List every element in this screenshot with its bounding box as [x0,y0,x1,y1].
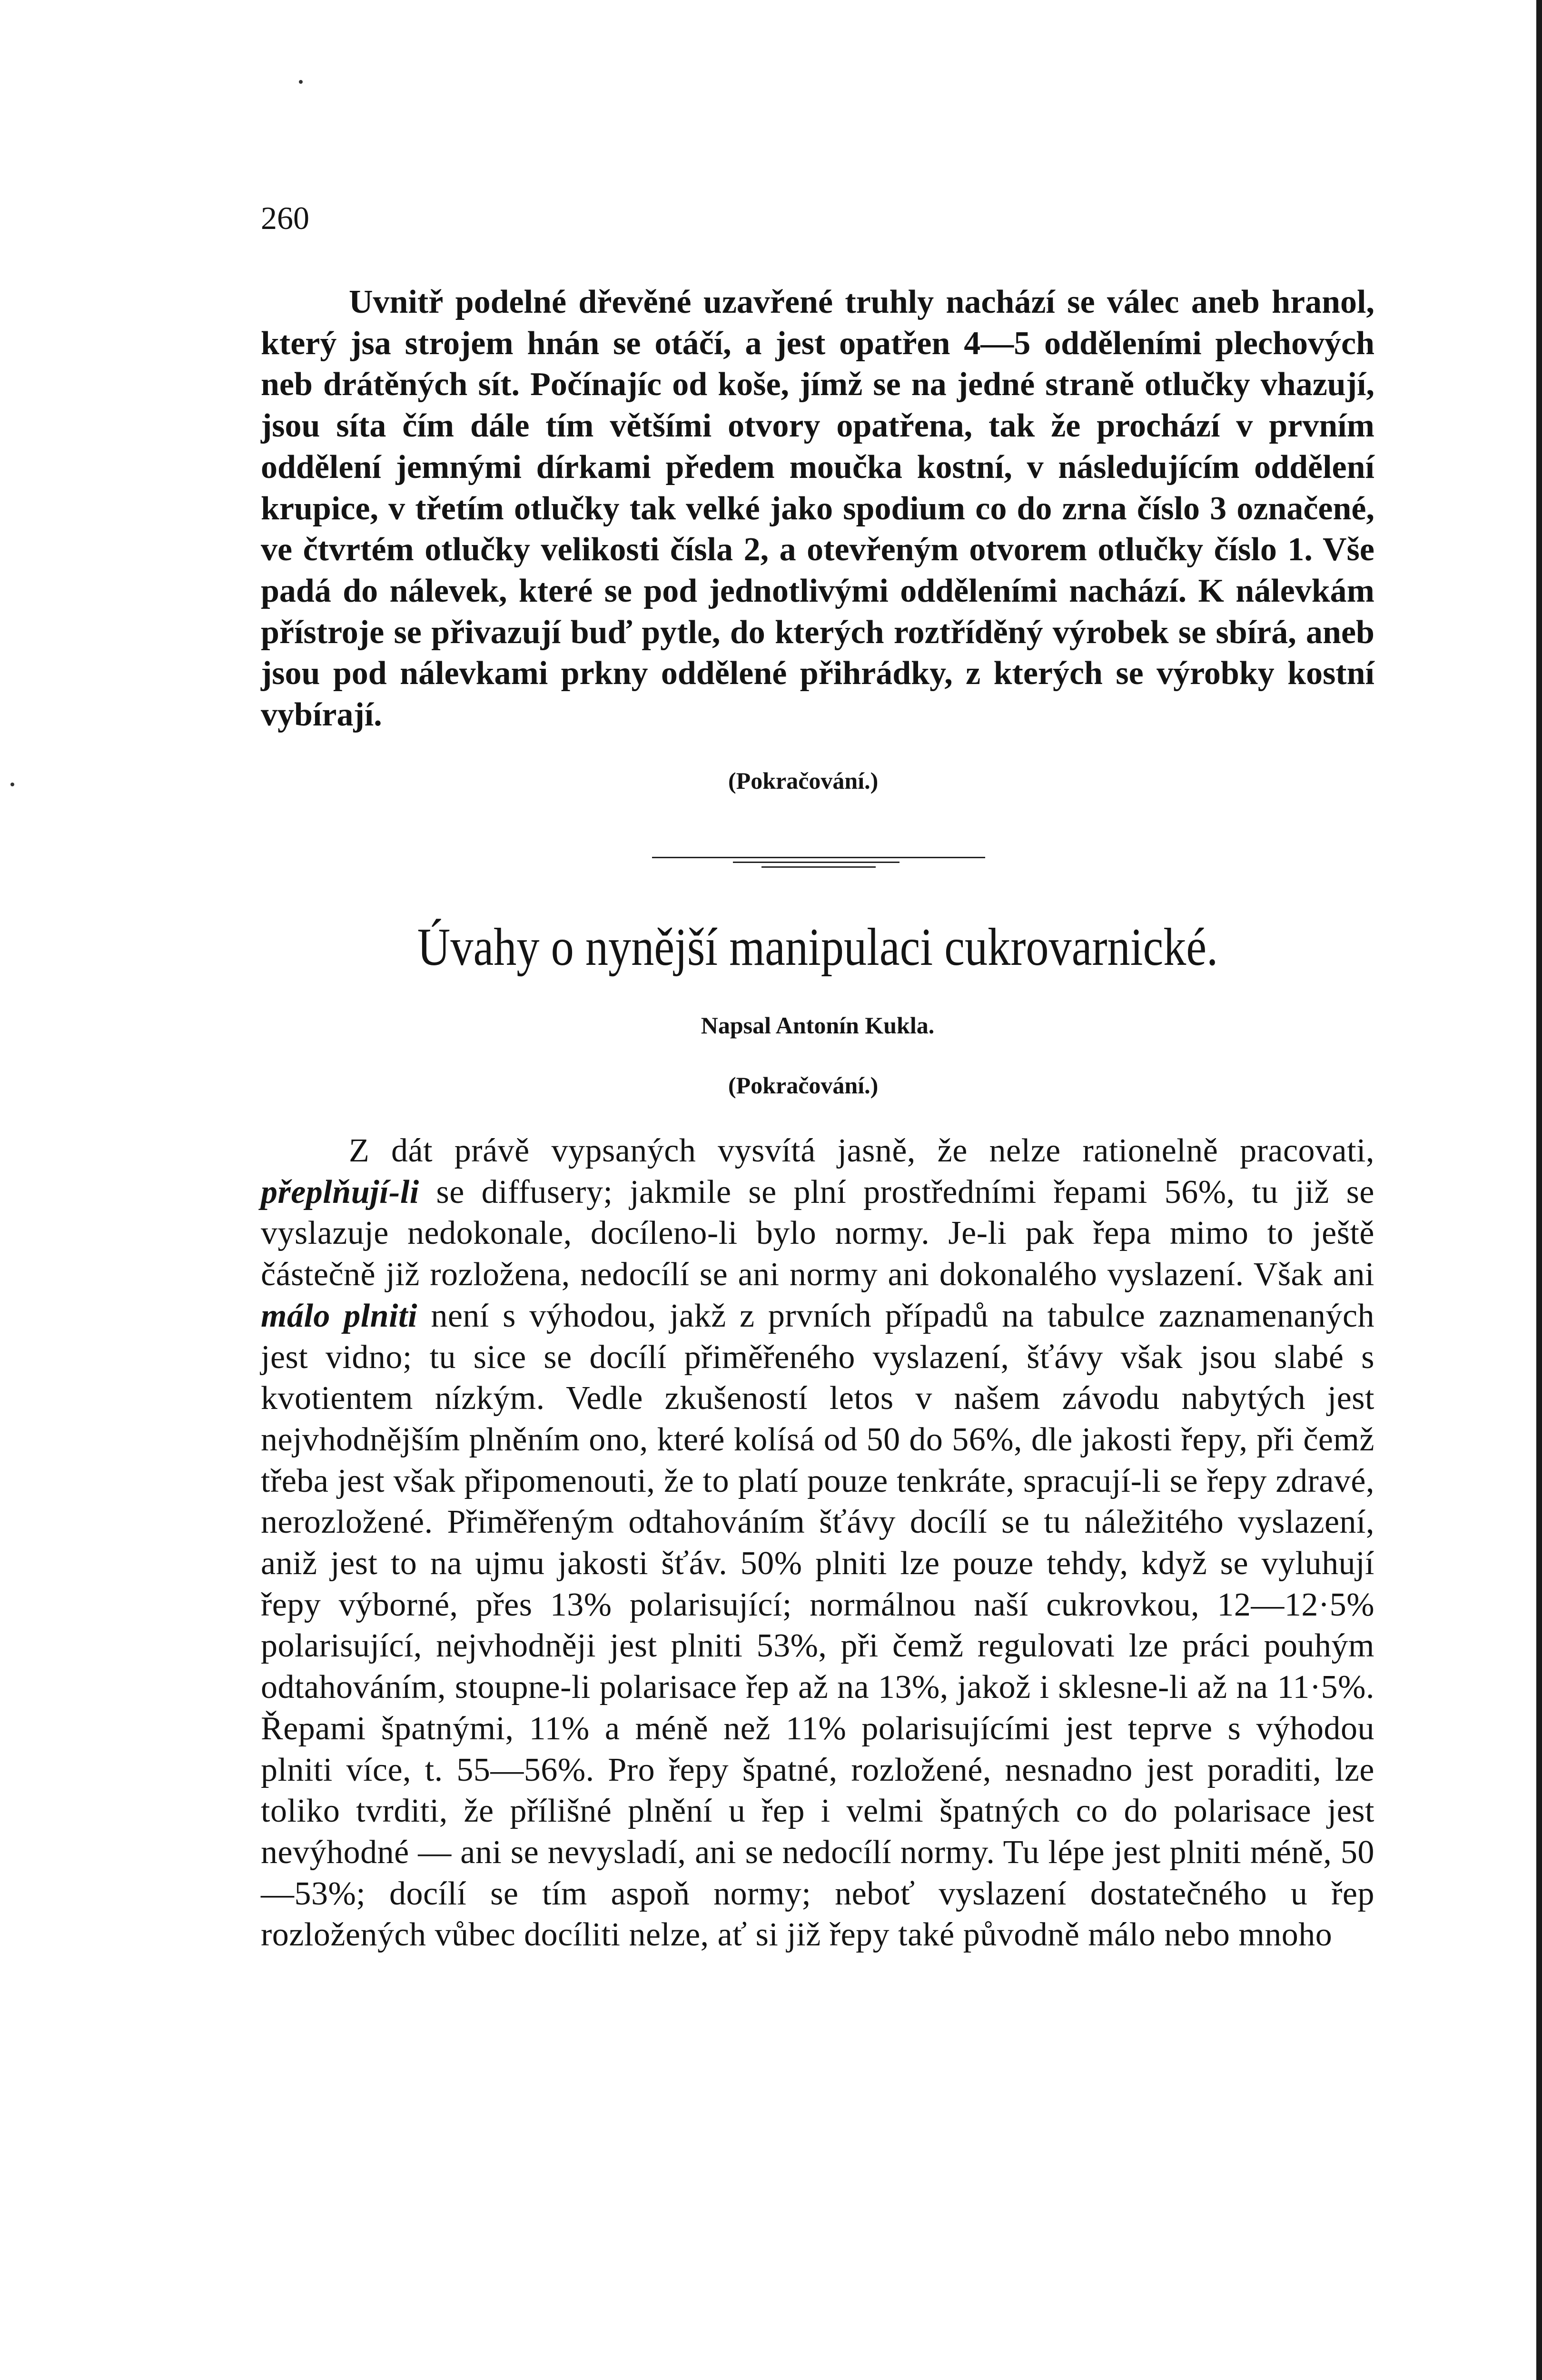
separator-rule [733,862,900,863]
separator-rule [652,857,985,858]
text-run: není s výhodou, jakž z prvních případů na tabulce zaznamenaných jest vidno; tu sice se docílí přiměřeného vyslazení, šťávy však jsou slabé s kvotientem nízkým. Vedle zkušeností letos v našem závodu nabytých jest nejvhodnějším plněním ono, které kolísá od 50 do 56%, dle jakosti řepy, při čemž třeba jest však připomenouti, že to platí pouze tenkráte, spracují-li se řepy zdravé, nerozložené. Přiměřeným odtahováním šťávy docílí se tu náležitého vyslazení, aniž jest to na ujmu jakosti šťáv. 50% plniti lze pouze tehdy, když se vyluhují řepy výborné, přes 13% polarisující; normálnou naší cukrovkou, 12—12·5% polarisující, nejvhodněji jest plniti 53%, při čemž regulovati lze práci pouhým odtahováním, stoupne-li polarisace řep až na 13%, jakož i sklesne-li až na 11·5%. Řepami špatnými, 11% a méně než 11% polarisujícími jest teprve s výhodou plniti více, t. 55—56%. Pro řepy špatné, rozložené, nesnadno jest poraditi, lze toliko tvrditi, že přílišné plnění u řep i velmi špatných co do polarisace jest nevýhodné — ani se nevysladí, ani se nedocílí normy. Tu lépe jest plniti méně, 50—53%; docílí se tím aspoň normy; neboť vyslazení dostatečného u řep rozložených vůbec docíliti nelze, ať si již řepy také původně málo nebo mnoho [261,1297,1375,1954]
scan-edge [1536,0,1542,2380]
separator-rule [761,866,876,868]
italic-term: málo plniti [261,1297,417,1334]
article-title: Úvahy o nynější manipulaci cukrovarnické. [417,918,1218,977]
page-number: 260 [261,200,309,236]
byline-prefix: Napsal [701,1012,771,1039]
scan-speck [10,783,14,786]
paragraph-bone-sorting: Uvnitř podelné dřevěné uzavřené truhly nachází se válec aneb hranol, který jsa strojem hnán se otáčí, a jest opatřen 4—5 odděleními plechových neb drátěných sít. Počínajíc od koše, jímž se na jedné straně otlučky vhazují, jsou síta čím dále tím většími otvory opatřena, tak že prochází v prvním oddělení jemnými dírkami předem moučka kostní, v následujícím oddělení krupice, v třetím otlučky tak velké jako spodium co do zrna číslo 3 označené, ve čtvrtém otlučky velikosti čísla 2, a otevřeným otvorem otlučky číslo 1. Vše padá do nálevek, které se pod jednotlivými odděleními nachází. K nálevkám přístroje se přivazují buď pytle, do kterých roztříděný výrobek se sbírá, aneb jsou pod nálevkami prkny oddělené přihrádky, z kterých se výrobky kostní vybírají. [261,284,1374,734]
author-name: Antonín Kukla. [775,1012,935,1039]
continued-note: (Pokračování.) [728,767,879,794]
text-run: Z dát právě vypsaných vysvítá jasně, že nelze rationelně pracovati, [349,1132,1374,1169]
scan-speck [299,80,303,84]
italic-term: přeplňují-li [261,1173,419,1210]
continued-note: (Pokračování.) [728,1072,879,1099]
paragraph-diffuser-filling [261,1130,1374,1956]
text-run: se diffusery; jakmile se plní prostředními řepami 56%, tu již se vyslazuje nedokonale, docíleno-li bylo normy. Je-li pak řepa mimo to ještě částečně již rozložena, nedocílí se ani normy ani dokonalého vyslazení. Však ani [261,1173,1374,1293]
byline [261,1011,1374,1040]
